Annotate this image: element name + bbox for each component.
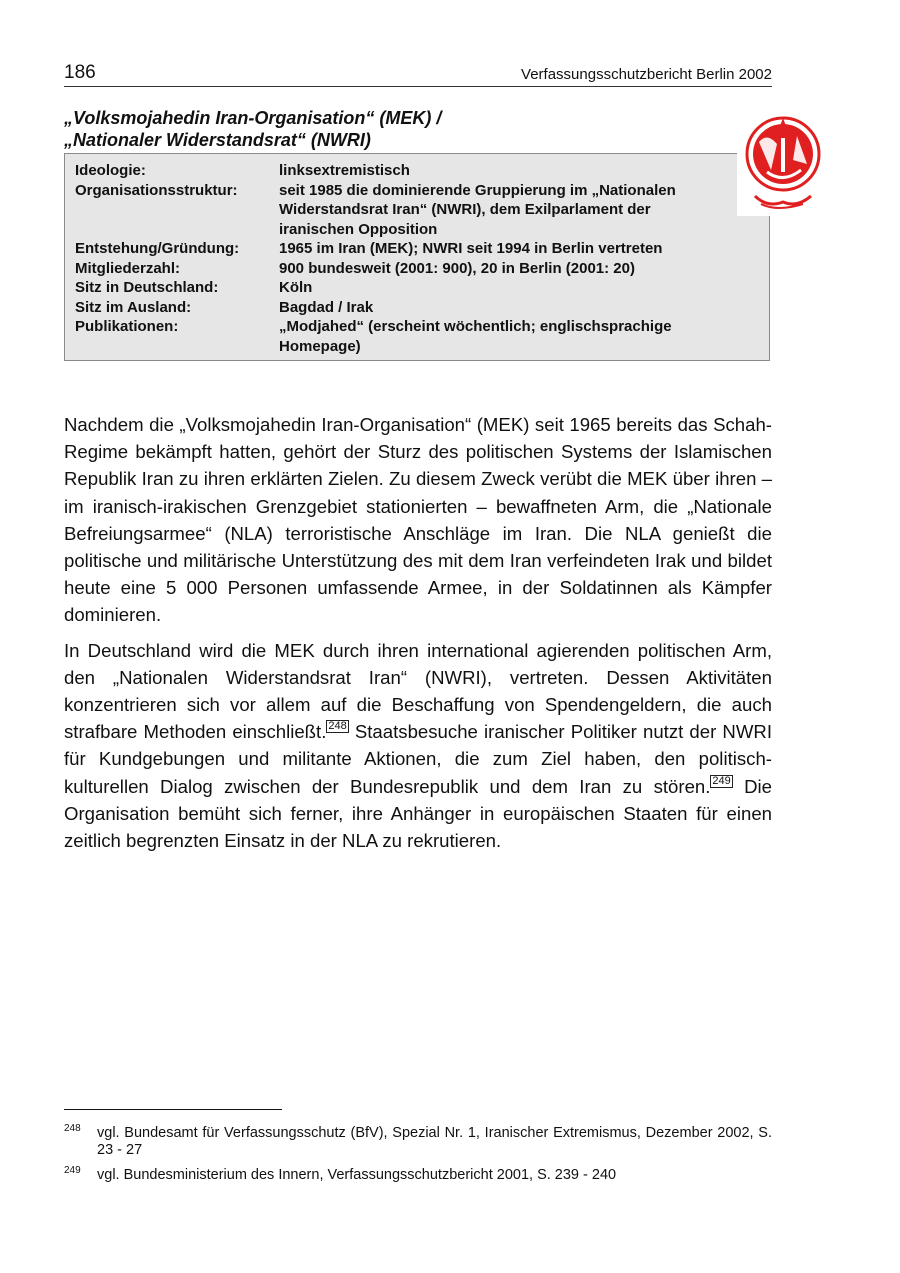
info-value: seit 1985 die dominierende Gruppierung im „Nationalen Widerstandsrat Iran“ (NWRI), dem Exilparlament der iranischen Opposition xyxy=(279,181,676,238)
footnote-number: 248 xyxy=(64,1123,81,1134)
info-value: Bagdad / Irak xyxy=(279,298,374,316)
info-row-seat-germany xyxy=(75,278,769,298)
footnote-text: vgl. Bundesamt für Verfassungsschutz (BfV), Spezial Nr. 1, Iranischer Extremismus, Dezember 2002, S. 23 - 27 xyxy=(97,1125,772,1158)
info-label: Ideologie: xyxy=(75,162,146,179)
running-title: Verfassungsschutzbericht Berlin 2002 xyxy=(521,66,772,83)
info-value: Köln xyxy=(279,279,313,296)
info-value: 900 bundesweit (2001: 900), 20 in Berlin (2001: 20) xyxy=(279,259,635,277)
paragraph-2-part-1: In Deutschland wird die MEK durch ihren international agierenden politischen Arm, den „Nationalen Widerstandsrat Iran“ (NWRI), vertreten. Dessen Aktivitäten konzentrieren sich vor allem auf die Beschaffung von Spendengeldern, die auch strafbare Methoden einschließt. xyxy=(64,639,772,743)
footnote-249 xyxy=(64,1167,772,1184)
info-row-structure xyxy=(75,181,769,240)
info-label: Entstehung/Gründung: xyxy=(75,240,240,257)
footnote-text: vgl. Bundesministerium des Innern, Verfassungsschutzbericht 2001, S. 239 - 240 xyxy=(97,1167,617,1183)
footnote-reference-248[interactable]: 248 xyxy=(328,720,347,733)
section-title-line-1: „Volksmojahedin Iran-Organisation“ (MEK) / xyxy=(64,108,442,128)
organization-info-box xyxy=(64,153,770,361)
section-title xyxy=(64,107,684,151)
footnotes xyxy=(64,1125,772,1192)
info-label: Publikationen: xyxy=(75,318,179,335)
paragraph-2-part-2: Staatsbesuche iranischer Politiker nutzt der NWRI für Kundgebungen und militante Aktionen, die zum Ziel haben, den politisch-kulturellen Dialog zwischen der Bundesrepublik und dem Iran zu stören. xyxy=(64,721,772,797)
footnote-divider xyxy=(64,1109,282,1110)
info-row-publications xyxy=(75,317,769,356)
paragraph-2-part-3: Die Organisation bemüht sich ferner, ihre Anhänger in europäischen Staaten für einen zeitlich begrenzten Einsatz in der NLA zu rekrutieren. xyxy=(64,775,772,852)
info-row-founding xyxy=(75,239,769,259)
paragraph-1: Nachdem die „Volksmojahedin Iran-Organisation“ (MEK) seit 1965 bereits das Schah-Regime bekämpft hatten, gehört der Sturz des politischen Systems der Islamischen Republik Iran zu ihren erklärten Zielen. Zu diesem Zweck verübt die MEK über ihren – im iranisch-irakischen Grenzgebiet stationierten – bewaffneten Arm, die „Nationale Befreiungsarmee“ (NLA) terroristische Anschläge im Iran. Die NLA genießt die politische und militärische Unterstützung des mit dem Iran verfeindeten Irak und bildet heute eine 5 000 Personen umfassende Armee, in der Soldatinnen als Kämpfer dominieren. xyxy=(64,414,772,626)
info-value: „Modjahed“ (erscheint wöchentlich; englischsprachige Homepage) xyxy=(279,318,672,355)
info-value: 1965 im Iran (MEK); NWRI seit 1994 in Berlin vertreten xyxy=(279,240,663,257)
footnote-reference-249[interactable]: 249 xyxy=(712,774,731,787)
page-header xyxy=(64,60,772,87)
info-value: linksextremistisch xyxy=(279,162,410,179)
footnote-248 xyxy=(64,1125,772,1159)
footnote-number: 249 xyxy=(64,1165,81,1176)
info-label: Mitgliederzahl: xyxy=(75,259,181,277)
mek-emblem-icon xyxy=(737,112,827,216)
info-row-seat-abroad xyxy=(75,298,769,318)
info-row-ideology xyxy=(75,161,769,181)
info-row-members xyxy=(75,259,769,279)
page-number: 186 xyxy=(64,62,96,83)
info-label: Sitz in Deutschland: xyxy=(75,279,219,296)
main-text xyxy=(64,411,772,862)
info-label: Sitz im Ausland: xyxy=(75,298,192,316)
info-label: Organisationsstruktur: xyxy=(75,181,238,199)
section-title-line-2: „Nationaler Widerstandsrat“ (NWRI) xyxy=(64,130,371,150)
paragraph-2 xyxy=(64,637,772,855)
